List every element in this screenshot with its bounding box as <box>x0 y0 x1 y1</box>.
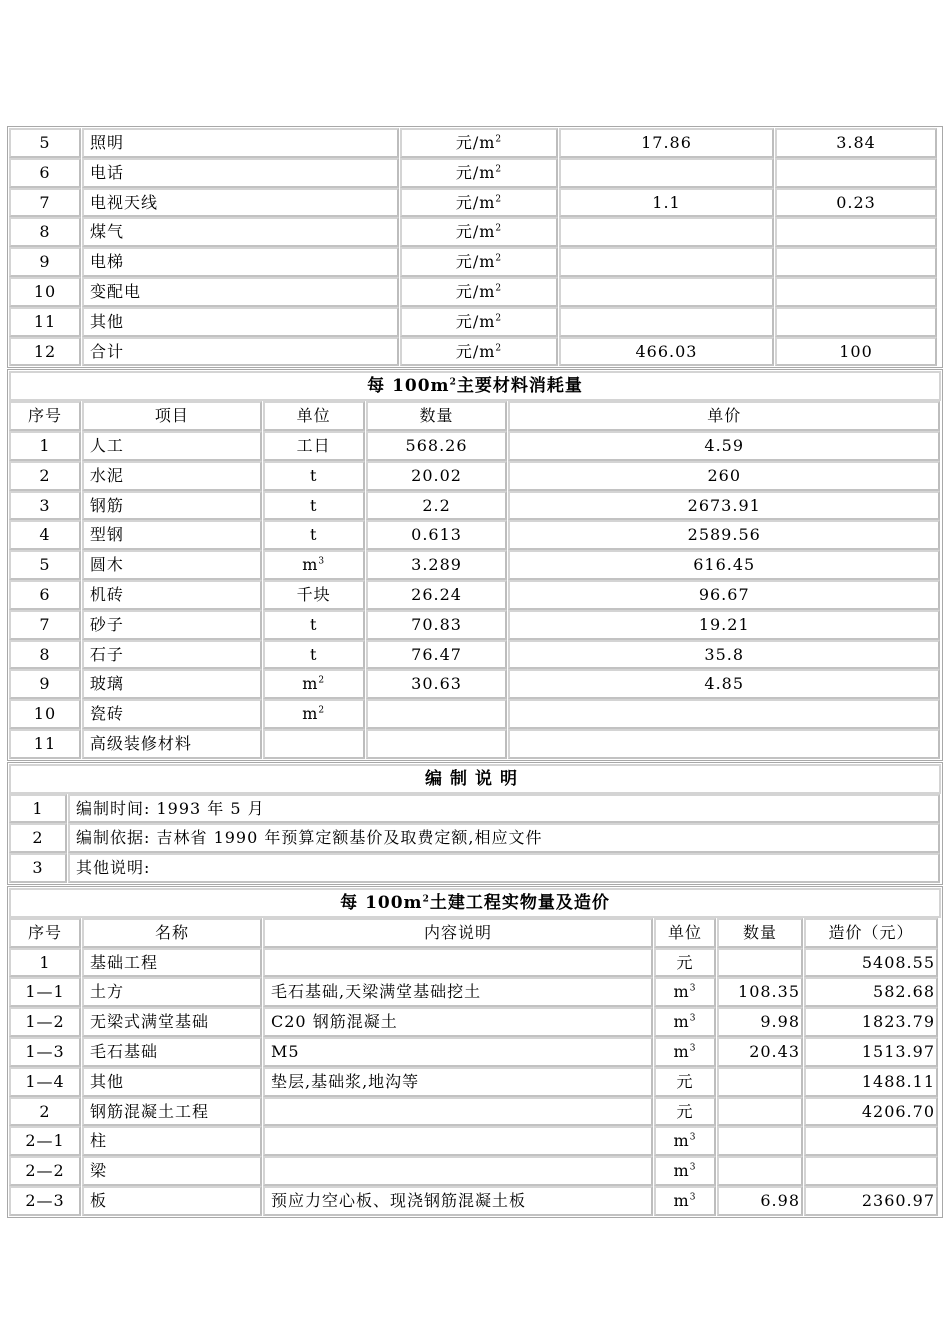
item-name: 变配电 <box>82 277 399 307</box>
unit-superscript: 2 <box>495 194 503 205</box>
item-name: 照明 <box>82 128 399 158</box>
column-header: 单价 <box>508 401 940 431</box>
unit-text: 千块 <box>296 584 331 604</box>
percent-value <box>775 247 937 277</box>
unit-cell <box>654 1186 716 1216</box>
unit-text: m <box>673 1131 690 1151</box>
description-text: 预应力空心板、现浇钢筋混凝土板 <box>263 1186 653 1216</box>
unit-cell <box>400 247 558 277</box>
unit-cell <box>654 1126 716 1156</box>
row-number: 2—2 <box>9 1156 81 1186</box>
table-row <box>9 794 941 824</box>
column-header: 序号 <box>9 401 81 431</box>
cost-value: 5408.55 <box>804 948 938 978</box>
unit-cell <box>400 337 558 367</box>
cost-breakdown-table <box>7 126 943 368</box>
row-number: 5 <box>9 550 81 580</box>
row-number: 2 <box>9 823 67 853</box>
unit-text: m <box>302 704 319 724</box>
row-number: 9 <box>9 247 81 277</box>
unit-text: t <box>309 614 318 634</box>
item-name: 煤气 <box>82 217 399 247</box>
row-number: 1—4 <box>9 1067 81 1097</box>
cost-value <box>559 158 774 188</box>
row-number: 12 <box>9 337 81 367</box>
item-name: 合计 <box>82 337 399 367</box>
row-number: 1 <box>9 431 81 461</box>
unit-cell <box>654 1007 716 1037</box>
material-name: 砂子 <box>82 610 262 640</box>
quantity-value: 3.289 <box>366 550 508 580</box>
material-name: 型钢 <box>82 520 262 550</box>
quantity-value: 20.43 <box>717 1037 803 1067</box>
unit-text: m <box>673 1041 690 1061</box>
unit-cell <box>263 520 365 550</box>
unit-text: t <box>309 644 318 664</box>
unit-text: 元 <box>676 1071 694 1091</box>
unit-cell <box>654 1097 716 1127</box>
price-value <box>508 699 940 729</box>
table-body <box>9 794 941 883</box>
quantity-value <box>717 1156 803 1186</box>
quantity-value: 0.613 <box>366 520 508 550</box>
quantity-value <box>717 1097 803 1127</box>
table-row <box>9 1156 941 1186</box>
quantity-value: 20.02 <box>366 461 508 491</box>
quantity-value <box>717 1126 803 1156</box>
unit-cell <box>654 1037 716 1067</box>
cost-value: 1488.11 <box>804 1067 938 1097</box>
column-header: 数量 <box>366 401 508 431</box>
column-header: 项目 <box>82 401 262 431</box>
column-header: 造价（元） <box>804 918 938 948</box>
quantity-value: 26.24 <box>366 580 508 610</box>
table-row <box>9 699 941 729</box>
work-name: 土方 <box>82 977 262 1007</box>
unit-text: 元/m <box>455 162 496 182</box>
material-name: 高级装修材料 <box>82 729 262 759</box>
cost-value: 1.1 <box>559 188 774 218</box>
quantity-value <box>717 948 803 978</box>
header-row <box>9 401 941 431</box>
material-name: 水泥 <box>82 461 262 491</box>
percent-value: 3.84 <box>775 128 937 158</box>
work-name: 其他 <box>82 1067 262 1097</box>
unit-superscript: 2 <box>495 164 503 175</box>
row-number: 6 <box>9 580 81 610</box>
material-name: 石子 <box>82 640 262 670</box>
cost-value: 1513.97 <box>804 1037 938 1067</box>
table-row <box>9 853 941 883</box>
note-text: 其他说明: <box>68 853 940 883</box>
row-number: 7 <box>9 610 81 640</box>
title-suffix: 主要材料消耗量 <box>456 376 583 397</box>
description-text: 毛石基础,天梁满堂基础挖土 <box>263 977 653 1007</box>
price-value: 2589.56 <box>508 520 940 550</box>
quantity-value: 70.83 <box>366 610 508 640</box>
title-superscript: 2 <box>422 894 430 905</box>
unit-text: t <box>309 465 318 485</box>
row-number: 2—3 <box>9 1186 81 1216</box>
cost-value <box>559 217 774 247</box>
table-row <box>9 1126 941 1156</box>
item-name: 电梯 <box>82 247 399 277</box>
cost-value: 2360.97 <box>804 1186 938 1216</box>
table-row <box>9 520 941 550</box>
table-row <box>9 307 941 337</box>
civil-works-table <box>7 886 943 1218</box>
percent-value: 0.23 <box>775 188 937 218</box>
item-name: 其他 <box>82 307 399 337</box>
table-body <box>9 948 941 1216</box>
unit-superscript: 3 <box>689 1013 697 1024</box>
description-text: 垫层,基础浆,地沟等 <box>263 1067 653 1097</box>
description-text <box>263 1126 653 1156</box>
row-number: 3 <box>9 491 81 521</box>
price-value: 4.59 <box>508 431 940 461</box>
item-name: 电视天线 <box>82 188 399 218</box>
work-name: 板 <box>82 1186 262 1216</box>
unit-text: 元/m <box>455 281 496 301</box>
work-name: 无梁式满堂基础 <box>82 1007 262 1037</box>
header-row <box>9 918 941 948</box>
row-number: 3 <box>9 853 67 883</box>
unit-superscript: 2 <box>495 313 503 324</box>
table-row <box>9 158 941 188</box>
unit-superscript: 3 <box>689 1132 697 1143</box>
table-row <box>9 1067 941 1097</box>
material-name: 瓷砖 <box>82 699 262 729</box>
table-row <box>9 977 941 1007</box>
row-number: 8 <box>9 217 81 247</box>
quantity-value: 2.2 <box>366 491 508 521</box>
cost-value: 4206.70 <box>804 1097 938 1127</box>
description-text: M5 <box>263 1037 653 1067</box>
percent-value <box>775 307 937 337</box>
row-number: 2—1 <box>9 1126 81 1156</box>
document-sheet <box>7 126 943 1219</box>
unit-cell <box>263 550 365 580</box>
unit-cell <box>400 277 558 307</box>
unit-cell <box>263 640 365 670</box>
work-name: 毛石基础 <box>82 1037 262 1067</box>
table-body <box>9 431 941 759</box>
description-text <box>263 1156 653 1186</box>
price-value: 2673.91 <box>508 491 940 521</box>
unit-cell <box>400 158 558 188</box>
unit-text: m <box>673 1190 690 1210</box>
price-value <box>508 729 940 759</box>
quantity-value: 76.47 <box>366 640 508 670</box>
description-text <box>263 1097 653 1127</box>
percent-value: 100 <box>775 337 937 367</box>
table-row <box>9 491 941 521</box>
table-row <box>9 217 941 247</box>
unit-cell <box>654 1067 716 1097</box>
quantity-value: 30.63 <box>366 669 508 699</box>
work-name: 柱 <box>82 1126 262 1156</box>
cost-value: 466.03 <box>559 337 774 367</box>
table-row <box>9 640 941 670</box>
quantity-value <box>366 699 508 729</box>
column-header: 名称 <box>82 918 262 948</box>
cost-value: 582.68 <box>804 977 938 1007</box>
unit-text: t <box>309 495 318 515</box>
work-name: 梁 <box>82 1156 262 1186</box>
row-number: 1 <box>9 948 81 978</box>
title-prefix: 每 100m <box>340 892 423 913</box>
table-row <box>9 277 941 307</box>
table-row <box>9 128 941 158</box>
row-number: 8 <box>9 640 81 670</box>
column-header: 数量 <box>717 918 803 948</box>
row-number: 10 <box>9 699 81 729</box>
description-text: C20 钢筋混凝土 <box>263 1007 653 1037</box>
table-row <box>9 610 941 640</box>
unit-text: t <box>309 525 318 545</box>
unit-text: 元/m <box>455 341 496 361</box>
unit-text: m <box>673 1012 690 1032</box>
unit-text: 元 <box>676 952 694 972</box>
row-number: 1 <box>9 794 67 824</box>
note-text: 编制时间: 1993 年 5 月 <box>68 794 940 824</box>
column-header: 序号 <box>9 918 81 948</box>
price-value: 96.67 <box>508 580 940 610</box>
unit-superscript: 2 <box>495 343 503 354</box>
unit-superscript: 3 <box>689 1192 697 1203</box>
unit-cell <box>400 307 558 337</box>
cost-value <box>804 1126 938 1156</box>
table-row <box>9 247 941 277</box>
work-name: 基础工程 <box>82 948 262 978</box>
unit-text: 元/m <box>455 222 496 242</box>
note-text: 编制依据: 吉林省 1990 年预算定额基价及取费定额,相应文件 <box>68 823 940 853</box>
row-number: 4 <box>9 520 81 550</box>
price-value: 616.45 <box>508 550 940 580</box>
row-number: 1—2 <box>9 1007 81 1037</box>
unit-cell <box>263 431 365 461</box>
unit-superscript: 3 <box>689 1162 697 1173</box>
unit-text: 元/m <box>455 311 496 331</box>
item-name: 电话 <box>82 158 399 188</box>
description-text <box>263 948 653 978</box>
unit-cell <box>263 610 365 640</box>
percent-value <box>775 217 937 247</box>
unit-superscript: 3 <box>689 1043 697 1054</box>
title-suffix: 土建工程实物量及造价 <box>429 892 610 913</box>
row-number: 6 <box>9 158 81 188</box>
unit-text: 元/m <box>455 133 496 152</box>
cost-value: 1823.79 <box>804 1007 938 1037</box>
unit-cell <box>263 699 365 729</box>
unit-cell <box>263 580 365 610</box>
row-number: 7 <box>9 188 81 218</box>
unit-superscript: 2 <box>318 705 326 716</box>
unit-superscript: 2 <box>495 283 503 294</box>
table-row <box>9 1186 941 1216</box>
table-row <box>9 1097 941 1127</box>
unit-superscript: 2 <box>495 253 503 264</box>
unit-cell <box>654 977 716 1007</box>
materials-table <box>7 369 943 760</box>
cost-value <box>559 247 774 277</box>
percent-value <box>775 277 937 307</box>
column-header: 单位 <box>263 401 365 431</box>
unit-cell <box>400 188 558 218</box>
quantity-value: 568.26 <box>366 431 508 461</box>
row-number: 1—3 <box>9 1037 81 1067</box>
column-header: 内容说明 <box>263 918 653 948</box>
unit-text: m <box>673 982 690 1002</box>
price-value: 4.85 <box>508 669 940 699</box>
quantity-value: 9.98 <box>717 1007 803 1037</box>
table-row <box>9 823 941 853</box>
cost-value <box>559 277 774 307</box>
unit-cell <box>400 128 558 158</box>
price-value: 19.21 <box>508 610 940 640</box>
price-value: 260 <box>508 461 940 491</box>
unit-text: m <box>302 674 319 694</box>
unit-cell <box>263 729 365 759</box>
unit-superscript: 3 <box>689 983 697 994</box>
unit-text: m <box>302 555 319 575</box>
unit-superscript: 2 <box>495 224 503 235</box>
unit-cell <box>654 948 716 978</box>
quantity-value <box>366 729 508 759</box>
work-name: 钢筋混凝土工程 <box>82 1097 262 1127</box>
cost-value: 17.86 <box>559 128 774 158</box>
quantity-value: 6.98 <box>717 1186 803 1216</box>
table-row <box>9 431 941 461</box>
table-row <box>9 580 941 610</box>
unit-superscript: 3 <box>318 556 326 567</box>
row-number: 11 <box>9 307 81 337</box>
table-row <box>9 188 941 218</box>
material-name: 圆木 <box>82 550 262 580</box>
unit-cell <box>263 491 365 521</box>
material-name: 玻璃 <box>82 669 262 699</box>
unit-superscript: 2 <box>495 134 503 145</box>
unit-text: 元/m <box>455 252 496 272</box>
title-superscript: 2 <box>449 377 457 388</box>
unit-text: 元 <box>676 1101 694 1121</box>
title-prefix: 每 100m <box>367 376 450 397</box>
quantity-value <box>717 1067 803 1097</box>
unit-cell <box>400 217 558 247</box>
material-name: 人工 <box>82 431 262 461</box>
unit-cell <box>654 1156 716 1186</box>
notes-table <box>7 762 943 885</box>
table-row <box>9 1007 941 1037</box>
row-number: 1—1 <box>9 977 81 1007</box>
unit-superscript: 2 <box>318 676 326 687</box>
table-row <box>9 550 941 580</box>
table-row <box>9 337 941 367</box>
row-number: 2 <box>9 1097 81 1127</box>
row-number: 9 <box>9 669 81 699</box>
row-number: 2 <box>9 461 81 491</box>
unit-text: 工日 <box>296 435 331 455</box>
cost-value <box>559 307 774 337</box>
unit-text: m <box>673 1161 690 1181</box>
table-row <box>9 669 941 699</box>
table-row <box>9 948 941 978</box>
table-body <box>9 128 941 366</box>
cost-value <box>804 1156 938 1186</box>
material-name: 钢筋 <box>82 491 262 521</box>
section-title: 编制说明 <box>9 764 941 794</box>
section-title <box>9 888 941 918</box>
column-header: 单位 <box>654 918 716 948</box>
table-row <box>9 729 941 759</box>
quantity-value: 108.35 <box>717 977 803 1007</box>
section-title <box>9 371 941 401</box>
unit-cell <box>263 669 365 699</box>
percent-value <box>775 158 937 188</box>
price-value: 35.8 <box>508 640 940 670</box>
row-number: 5 <box>9 128 81 158</box>
material-name: 机砖 <box>82 580 262 610</box>
table-row <box>9 461 941 491</box>
row-number: 11 <box>9 729 81 759</box>
row-number: 10 <box>9 277 81 307</box>
table-row <box>9 1037 941 1067</box>
unit-cell <box>263 461 365 491</box>
unit-text: 元/m <box>455 192 496 212</box>
